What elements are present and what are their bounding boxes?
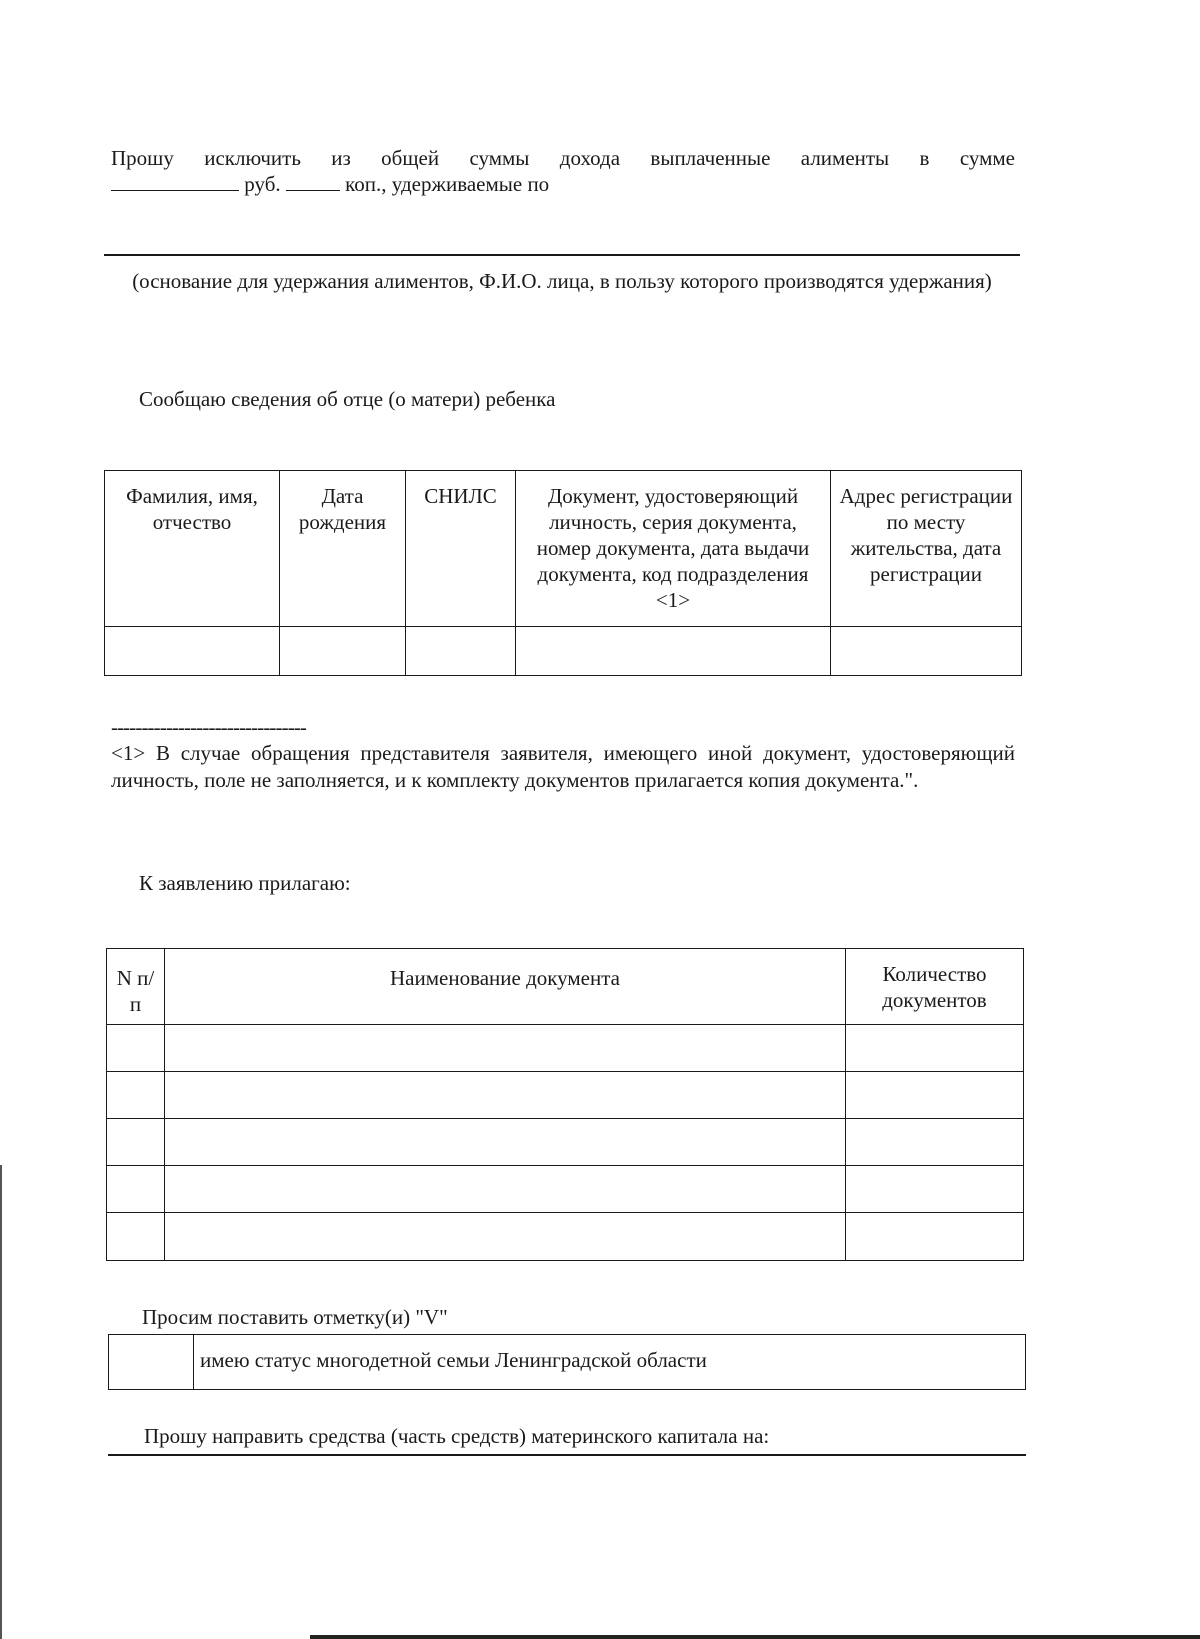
attachments-table [106,948,1024,1261]
cell-birth-date[interactable] [280,627,406,676]
parent-info-table [104,470,1022,676]
cell-document-count[interactable] [846,1025,1024,1072]
col-number: N п/п [107,949,165,1025]
cell-number[interactable] [107,1166,165,1213]
cell-document-count[interactable] [846,1213,1024,1261]
footnote-text: <1> В случае обращения представителя заявителя, имеющего иной документ, удостоверяющий личность, поле не заполняется, и к комплекту документов прилагается копия документа.". [111,741,1015,792]
alimony-basis-caption: (основание для удержания алиментов, Ф.И.О. лица, в пользу которого производятся удержания) [132,269,992,293]
table-row [107,1072,1024,1119]
mark-heading: Просим поставить отметку(и) "V" [142,1305,448,1329]
parent-info-heading: Сообщаю сведения об отце (о матери) ребенка [139,387,556,411]
alimony-basis-line[interactable] [104,254,1020,256]
rub-amount-blank[interactable] [111,172,239,191]
rub-label: руб. [244,172,281,196]
attachments-heading: К заявлению прилагаю: [139,871,351,895]
capital-underline[interactable] [108,1454,1026,1456]
mark-table [108,1334,1026,1390]
mark-row [109,1335,1026,1390]
large-family-status-label: имею статус многодетной семьи Ленинградской области [194,1335,1026,1390]
cell-document-name[interactable] [165,1072,846,1119]
footnote-separator: -------------------------------- [111,715,306,739]
col-registration-address: Адрес регистрации по месту жительства, дата регистрации [831,471,1022,627]
kop-label: коп., удерживаемые по [345,172,550,196]
cell-document-name[interactable] [165,1119,846,1166]
cell-number[interactable] [107,1213,165,1261]
cell-number[interactable] [107,1119,165,1166]
cell-identity-document[interactable] [516,627,831,676]
cell-document-count[interactable] [846,1072,1024,1119]
col-full-name: Фамилия, имя, отчество [105,471,280,627]
cell-document-count[interactable] [846,1119,1024,1166]
capital-heading: Прошу направить средства (часть средств) материнского капитала на: [144,1424,770,1448]
table-row [107,1119,1024,1166]
cell-document-name[interactable] [165,1025,846,1072]
alimony-line-1: Прошу исключить из общей суммы дохода выплаченные алименты в сумме [111,146,1015,170]
cell-number[interactable] [107,1025,165,1072]
table-row [107,1213,1024,1261]
cell-document-name[interactable] [165,1166,846,1213]
kop-amount-blank[interactable] [286,172,340,191]
mark-checkbox-cell[interactable] [109,1335,194,1390]
cell-snils[interactable] [406,627,516,676]
table-row [107,1166,1024,1213]
attachments-header-row [107,949,1024,1025]
col-identity-document: Документ, удостоверяющий личность, серия документа, номер документа, дата выдачи документа, код подразделения <1> [516,471,831,627]
col-snils: СНИЛС [406,471,516,627]
col-document-count: Количество документов [846,949,1024,1025]
cell-document-name[interactable] [165,1213,846,1261]
cell-document-count[interactable] [846,1166,1024,1213]
parent-info-header-row [105,471,1022,627]
col-document-name: Наименование документа [165,949,846,1025]
cell-registration-address[interactable] [831,627,1022,676]
scan-edge-bottom [310,1635,1200,1639]
cell-full-name[interactable] [105,627,280,676]
table-row [107,1025,1024,1072]
cell-number[interactable] [107,1072,165,1119]
alimony-line-2 [111,171,549,197]
parent-info-data-row [105,627,1022,676]
col-birth-date: Дата рождения [280,471,406,627]
scan-edge-left [0,1165,2,1639]
